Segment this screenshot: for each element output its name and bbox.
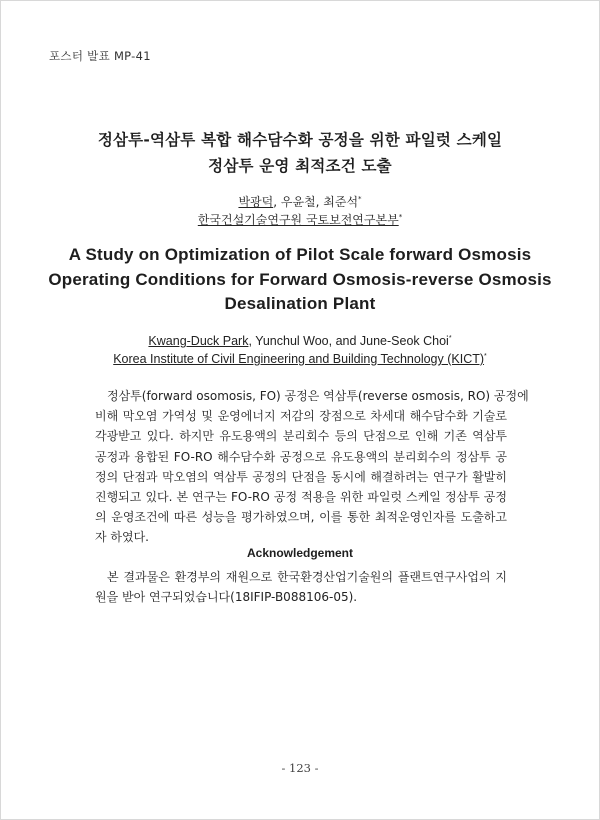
abstract-line: 진행되고 있다. 본 연구는 FO-RO 공정 적용을 위한 파일럿 스케일 정삼투 공정 xyxy=(95,489,507,504)
korean-first-author: 박광덕 xyxy=(238,195,274,209)
abstract-line: 정의 단점과 막오염의 역삼투 공정의 단점을 동시에 해결하려는 연구가 활발히 xyxy=(95,469,507,484)
english-affiliation-mark: * xyxy=(484,352,487,360)
korean-title-line-1: 정삼투-역삼투 복합 해수담수화 공정을 위한 파일럿 스케일 xyxy=(97,131,503,149)
acknowledgement-line: 원을 받아 연구되었습니다(18IFIP-B088106-05). xyxy=(95,590,358,605)
korean-other-authors: , 우윤철, 최준석 xyxy=(273,195,359,209)
acknowledgement-line: 본 결과물은 환경부의 재원으로 한국환경산업기술원의 플랜트연구사업의 지 xyxy=(107,570,507,584)
korean-corresponding-mark: * xyxy=(358,195,362,203)
korean-title-line-2: 정삼투 운영 최적조건 도출 xyxy=(208,157,392,175)
abstract-line: 의 운영조건에 따른 성능을 평가하였으며, 이를 통한 최적운영인자를 도출하고 xyxy=(95,510,507,525)
english-title-line-3: Desalination Plant xyxy=(224,294,376,313)
acknowledgement-heading: Acknowledgement xyxy=(246,546,354,560)
korean-affiliation-mark: * xyxy=(398,213,403,221)
english-other-authors: , Yunchul Woo, and June-Seok Choi xyxy=(248,334,449,348)
abstract-line: 정삼투(forward osomosis, FO) 공정은 역삼투(reverse osmosis, RO) 공정에 xyxy=(107,389,529,403)
english-first-author: Kwang-Duck Park xyxy=(148,334,249,348)
english-affiliation-text: Korea Institute of Civil Engineering and Building Technology (KICT) xyxy=(113,352,485,366)
korean-affiliation xyxy=(1,211,599,228)
abstract-line: 자 하였다. xyxy=(95,530,149,545)
korean-affiliation-text: 한국건설기술연구원 국토보전연구본부 xyxy=(197,213,399,227)
english-title-line-1: A Study on Optimization of Pilot Scale forward Osmosis xyxy=(68,245,532,264)
abstract-line: 각광받고 있다. 하지만 유도용액의 분리회수 등의 단점으로 인해 기존 역삼투 xyxy=(95,429,507,444)
korean-authors xyxy=(1,193,599,210)
abstract-line: 비해 막오염 가역성 및 운영에너지 저감의 장점으로 차세대 해수담수화 기술로 xyxy=(95,409,507,424)
english-affiliation xyxy=(1,352,599,366)
acknowledgement-body xyxy=(95,567,507,607)
english-corresponding-mark: * xyxy=(448,334,452,342)
english-authors xyxy=(1,334,599,348)
page-number: - 123 - xyxy=(281,761,319,775)
abstract-line: 공정과 융합된 FO-RO 해수담수화 공정으로 유도용액의 분리회수의 정삼투 공 xyxy=(95,449,507,464)
english-title-line-2: Operating Conditions for Forward Osmosis-reverse Osmosis xyxy=(48,270,552,289)
poster-session-label: 포스터 발표 MP-41 xyxy=(49,49,151,63)
abstract-body xyxy=(95,386,529,548)
